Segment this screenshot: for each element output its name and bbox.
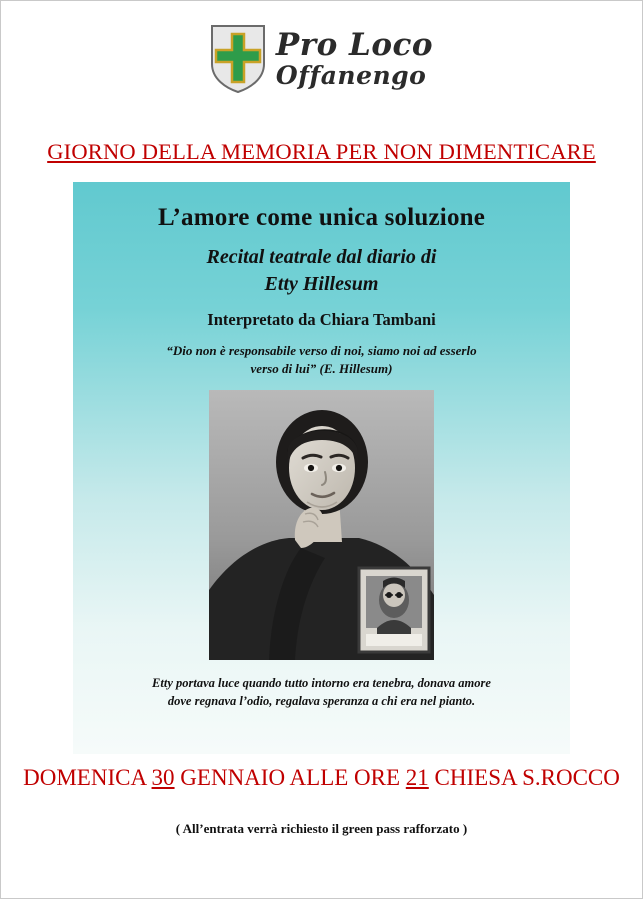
event-caption [73,674,570,710]
logo-line1: Pro Loco [275,27,434,63]
logo-line2: Offanengo [275,61,427,90]
when-day: 30 [151,765,175,790]
event-quote [73,342,570,377]
event-quote-line1: “Dio non è responsabile verso di noi, siamo noi ad esserlo [166,343,477,358]
event-datetime-place [1,765,642,791]
event-caption-line1: Etty portava luce quando tutto intorno era tenebra, donava amore [152,676,491,691]
logo-wordmark [275,27,434,90]
logo-block [1,1,642,90]
event-quote-line2: verso di lui” (E. Hillesum) [250,360,393,376]
event-subtitle-line2: Etty Hillesum [264,273,379,295]
event-panel [73,182,570,754]
shield-with-cross-icon [210,24,266,94]
when-place: CHIESA S.ROCCO [428,765,620,790]
portrait-photo [209,390,434,660]
event-performer: Interpretato da Chiara Tambani [207,310,436,329]
event-caption-line2: dove regnava l’odio, regalava speranza a chi era nel pianto. [167,694,476,709]
memorial-day-heading: GIORNO DELLA MEMORIA PER NON DIMENTICARE [47,139,596,164]
when-hour: 21 [405,765,429,790]
event-title: L’amore come unica soluzione [157,204,486,231]
when-mid: GENNAIO ALLE ORE [174,765,406,790]
greenpass-notice: ( All’entrata verrà richiesto il green pass rafforzato ) [175,821,468,836]
event-subtitle-line1: Recital teatrale dal diario di [206,246,437,268]
when-prefix: DOMENICA [23,765,152,790]
